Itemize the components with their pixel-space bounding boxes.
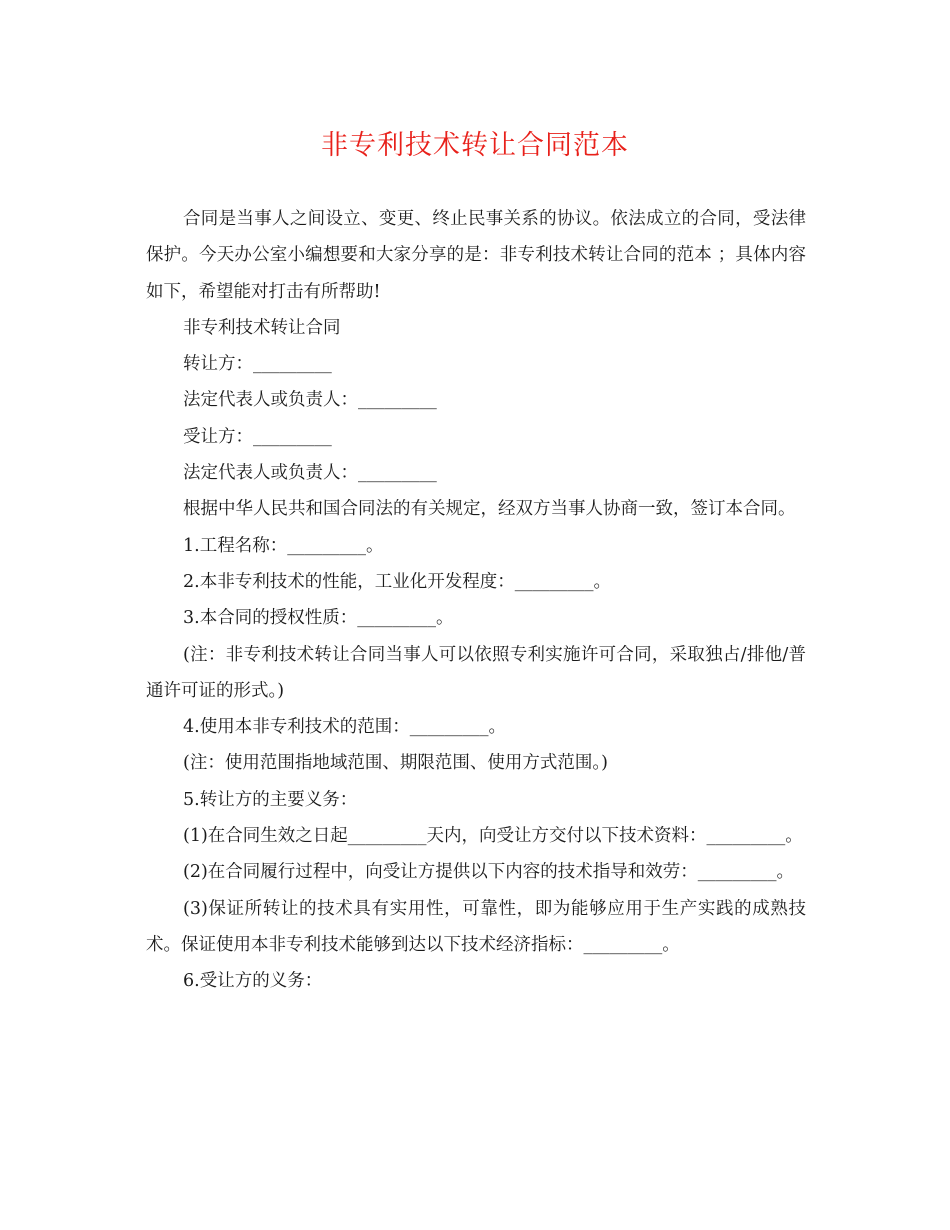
intro-paragraph: 合同是当事人之间设立、变更、终止民事关系的协议。依法成立的合同，受法律保护。今天办公室小编想要和大家分享的是：非专利技术转让合同的范本 ；具体内容如下，希望能对打击有所帮助!: [146, 209, 806, 302]
clause-5: 5.转让方的主要义务：: [183, 789, 358, 810]
clause-3: 3.本合同的授权性质：_________。: [183, 608, 454, 629]
clause-6: 6.受让方的义务：: [183, 971, 323, 992]
transferee-line: 受让方：_________: [183, 426, 332, 447]
clause-5-item-2: (2)在合同履行过程中，向受让方提供以下内容的技术指导和效劳：_________。: [183, 862, 795, 883]
contract-heading: 非专利技术转让合同: [183, 317, 341, 338]
clause-5-item-3: (3)保证所转让的技术具有实用性，可靠性，即为能够应用于生产实践的成熟技术。保证使用本非专利技术能够到达以下技术经济指标：_________。: [146, 898, 806, 955]
document-title: 非专利技术转让合同范本: [321, 130, 629, 161]
clause-4-note: (注：使用范围指地域范围、期限范围、使用方式范围。): [183, 753, 608, 774]
clause-5-item-1: (1)在合同生效之日起_________天内，向受让方交付以下技术资料：_________。: [183, 826, 803, 847]
clause-1: 1.工程名称：_________。: [183, 535, 384, 556]
document-body: [146, 201, 806, 1000]
transferee-representative-line: 法定代表人或负责人：_________: [183, 463, 437, 484]
preamble-paragraph: 根据中华人民共和国合同法的有关规定，经双方当事人协商一致，签订本合同。: [183, 499, 796, 520]
transferor-line: 转让方：_________: [183, 354, 332, 375]
transferor-representative-line: 法定代表人或负责人：_________: [183, 390, 437, 411]
clause-4: 4.使用本非专利技术的范围：_________。: [183, 717, 506, 738]
clause-3-note: (注：非专利技术转让合同当事人可以依照专利实施许可合同，采取独占/排他/普通许可证的形式。): [146, 644, 806, 701]
clause-2: 2.本非专利技术的性能，工业化开发程度：_________。: [183, 571, 611, 592]
